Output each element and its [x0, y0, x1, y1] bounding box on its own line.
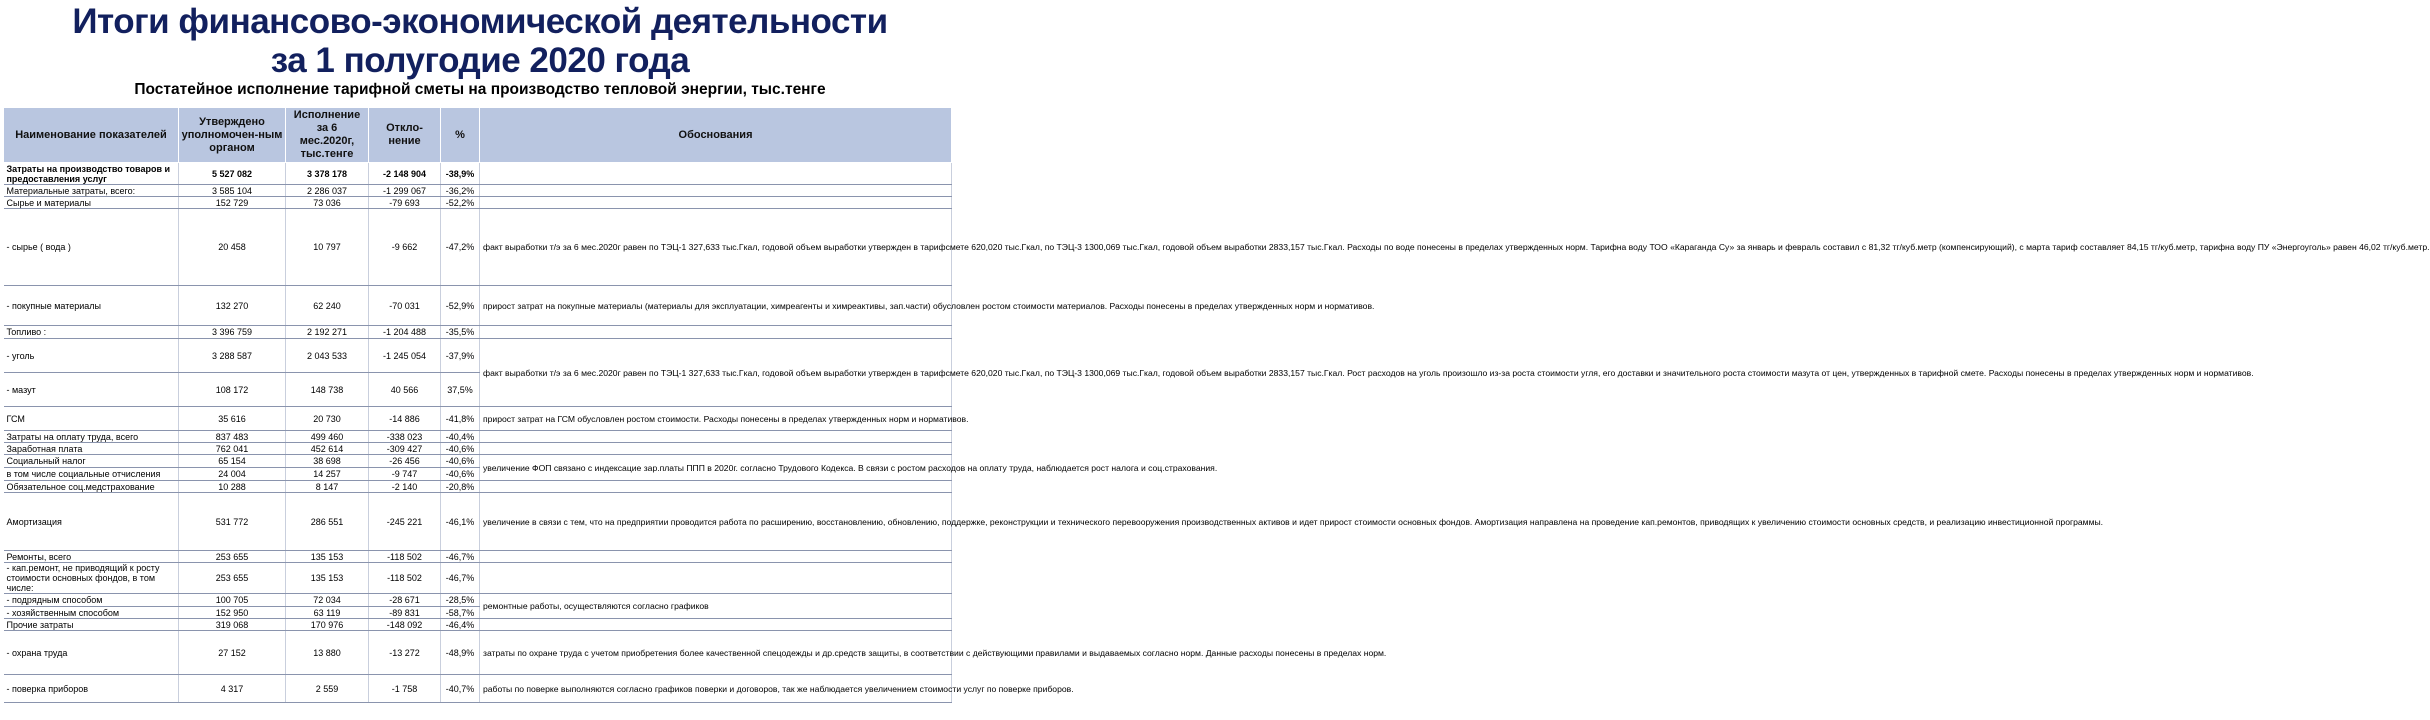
row-name: Топливо : — [4, 326, 179, 339]
row-actual: 38 698 — [286, 455, 369, 468]
row-actual: 63 119 — [286, 607, 369, 619]
header-deviation: Откло-нение — [369, 108, 441, 163]
row-name: - уголь — [4, 339, 179, 373]
row-reason: факт выработки т/э за 6 мес.2020г равен по ТЭЦ-1 327,633 тыс.Гкал, годовой объем выработки утвержден в тарифсмете 620,020 тыс.Гкал, по ТЭЦ-3 1300,069 тыс.Гкал, годовой объем выработки 2833,157 тыс.Гкал. Расходы по воде понесены в пределах утвержденных норм. Тарифна воду ТОО «Караганда Су» за январь и февраль составил с 81,32 тг/куб.метр (компенсирующий), с марта тариф составляет 84,15 тг/куб.метр, тарифна воду ПУ «Энергоуголь» равен 46,02 тг/куб.метр. — [480, 209, 952, 286]
table-row — [4, 185, 952, 197]
row-actual: 499 460 — [286, 431, 369, 443]
row-approved: 3 585 104 — [179, 185, 286, 197]
row-percent: -40,6% — [441, 443, 480, 455]
row-actual: 8 147 — [286, 481, 369, 493]
header-actual: Исполнение за 6 мес.2020г, тыс.тенге — [286, 108, 369, 163]
row-approved: 4 317 — [179, 675, 286, 703]
row-deviation: -245 221 — [369, 493, 441, 551]
table-row — [4, 493, 952, 551]
table-row — [4, 631, 952, 675]
table-row — [4, 455, 952, 468]
row-name: Прочие затраты — [4, 619, 179, 631]
row-deviation: -148 092 — [369, 619, 441, 631]
row-reason — [480, 431, 952, 443]
row-deviation: -9 662 — [369, 209, 441, 286]
row-percent: -46,7% — [441, 563, 480, 594]
row-percent: -35,5% — [441, 326, 480, 339]
row-deviation: -2 140 — [369, 481, 441, 493]
header-approved: Утверждено уполномочен-ным органом — [179, 108, 286, 163]
row-actual: 10 797 — [286, 209, 369, 286]
row-name: Социальный налог — [4, 455, 179, 468]
tariff-estimate-table — [3, 107, 2430, 703]
row-approved: 100 705 — [179, 594, 286, 607]
row-approved: 762 041 — [179, 443, 286, 455]
row-percent: -46,7% — [441, 551, 480, 563]
table-row — [4, 551, 952, 563]
row-actual: 452 614 — [286, 443, 369, 455]
row-deviation: -13 272 — [369, 631, 441, 675]
table-row — [4, 339, 952, 373]
row-percent: -36,2% — [441, 185, 480, 197]
row-name: - мазут — [4, 373, 179, 407]
row-actual: 170 976 — [286, 619, 369, 631]
row-actual: 2 559 — [286, 675, 369, 703]
page-title — [0, 2, 960, 80]
row-actual: 135 153 — [286, 563, 369, 594]
row-name: Заработная плата — [4, 443, 179, 455]
row-deviation: -70 031 — [369, 286, 441, 326]
row-percent: -58,7% — [441, 607, 480, 619]
row-reason: факт выработки т/э за 6 мес.2020г равен по ТЭЦ-1 327,633 тыс.Гкал, годовой объем выработки утвержден в тарифсмете 620,020 тыс.Гкал, по ТЭЦ-3 1300,069 тыс.Гкал, годовой объем выработки 2833,157 тыс.Гкал. Рост расходов на уголь произошло из-за роста стоимости угля, его доставки и значительного роста стоимости мазута от цен, утвержденных в тарифной смете. Расходы понесены в пределах утвержденных норм и нормативов. — [480, 339, 952, 407]
row-name: - охрана труда — [4, 631, 179, 675]
row-deviation: -26 456 — [369, 455, 441, 468]
row-name: Материальные затраты, всего: — [4, 185, 179, 197]
row-approved: 108 172 — [179, 373, 286, 407]
row-name: Затраты на оплату труда, всего — [4, 431, 179, 443]
row-approved: 24 004 — [179, 468, 286, 481]
table-row — [4, 619, 952, 631]
row-actual: 72 034 — [286, 594, 369, 607]
row-approved: 65 154 — [179, 455, 286, 468]
row-reason — [480, 163, 952, 185]
row-deviation: -1 204 488 — [369, 326, 441, 339]
row-actual: 20 730 — [286, 407, 369, 431]
row-name: Амортизация — [4, 493, 179, 551]
row-actual: 13 880 — [286, 631, 369, 675]
row-actual: 2 192 271 — [286, 326, 369, 339]
row-name: Ремонты, всего — [4, 551, 179, 563]
row-reason — [480, 619, 952, 631]
row-approved: 10 288 — [179, 481, 286, 493]
row-actual: 286 551 — [286, 493, 369, 551]
table-row — [4, 481, 952, 493]
row-actual: 62 240 — [286, 286, 369, 326]
row-deviation: -118 502 — [369, 551, 441, 563]
row-approved: 152 950 — [179, 607, 286, 619]
row-reason: увеличение ФОП связано с индексацие зар.платы ППП в 2020г. согласно Трудового Кодекса. В связи с ростом расходов на оплату труда, наблюдается рост налога и соц.страхования. — [480, 455, 952, 481]
table-row — [4, 197, 952, 209]
row-percent: -40,6% — [441, 468, 480, 481]
row-deviation: -1 758 — [369, 675, 441, 703]
row-approved: 531 772 — [179, 493, 286, 551]
header-percent: % — [441, 108, 480, 163]
table-row — [4, 431, 952, 443]
row-approved: 132 270 — [179, 286, 286, 326]
row-reason: затраты по охране труда с учетом приобретения более качественной спецодежды и др.средств защиты, в соответствии с действующими правилами и выдаваемых согласно норм. Данные расходы понесены в пределах норм. — [480, 631, 952, 675]
row-approved: 253 655 — [179, 563, 286, 594]
row-percent: -20,8% — [441, 481, 480, 493]
row-reason: работы по поверке выполняются согласно графиков поверки и договоров, так же наблюдается увеличением стоимости услуг по поверке приборов. — [480, 675, 952, 703]
row-actual: 3 378 178 — [286, 163, 369, 185]
row-name: - хозяйственным способом — [4, 607, 179, 619]
row-approved: 3 396 759 — [179, 326, 286, 339]
row-name: - покупные материалы — [4, 286, 179, 326]
row-approved: 837 483 — [179, 431, 286, 443]
row-reason: прирост затрат на покупные материалы (материалы для эксплуатации, химреагенты и химреактивы, зап.части) обусловлен ростом стоимости материалов. Расходы понесены в пределах утвержденных норм и нормативов. — [480, 286, 952, 326]
page-subtitle: Постатейное исполнение тарифной сметы на производство тепловой энергии, тыс.тенге — [134, 81, 826, 98]
row-reason — [480, 563, 952, 594]
row-approved: 152 729 — [179, 197, 286, 209]
row-name: ГСМ — [4, 407, 179, 431]
row-deviation: 40 566 — [369, 373, 441, 407]
table-row — [4, 286, 952, 326]
row-approved: 35 616 — [179, 407, 286, 431]
row-actual: 14 257 — [286, 468, 369, 481]
row-actual: 2 043 533 — [286, 339, 369, 373]
table-row — [4, 407, 952, 431]
row-deviation: -309 427 — [369, 443, 441, 455]
table-row — [4, 209, 952, 286]
row-percent: 37,5% — [441, 373, 480, 407]
row-deviation: -2 148 904 — [369, 163, 441, 185]
row-approved: 5 527 082 — [179, 163, 286, 185]
row-percent: -48,9% — [441, 631, 480, 675]
table-row — [4, 443, 952, 455]
row-approved: 253 655 — [179, 551, 286, 563]
row-approved: 319 068 — [179, 619, 286, 631]
row-percent: -40,4% — [441, 431, 480, 443]
row-approved: 3 288 587 — [179, 339, 286, 373]
table-header-row — [4, 108, 952, 163]
row-name: - кап.ремонт, не приводящий к росту стоимости основных фондов, в том числе: — [4, 563, 179, 594]
row-reason — [480, 481, 952, 493]
row-percent: -46,1% — [441, 493, 480, 551]
row-percent: -52,2% — [441, 197, 480, 209]
row-reason — [480, 185, 952, 197]
row-deviation: -9 747 — [369, 468, 441, 481]
row-percent: -38,9% — [441, 163, 480, 185]
row-name: в том числе социальные отчисления — [4, 468, 179, 481]
title-line-1: Итоги финансово-экономической деятельности — [72, 2, 888, 41]
row-name: - подрядным способом — [4, 594, 179, 607]
row-reason — [480, 551, 952, 563]
row-deviation: -79 693 — [369, 197, 441, 209]
row-name: - поверка приборов — [4, 675, 179, 703]
row-actual: 73 036 — [286, 197, 369, 209]
row-deviation: -1 299 067 — [369, 185, 441, 197]
row-actual: 148 738 — [286, 373, 369, 407]
table-row — [4, 563, 952, 594]
row-reason — [480, 326, 952, 339]
row-approved: 20 458 — [179, 209, 286, 286]
row-percent: -40,6% — [441, 455, 480, 468]
row-name: Обязательное соц.медстрахование — [4, 481, 179, 493]
table-row — [4, 594, 952, 607]
table-row — [4, 675, 952, 703]
title-line-2: за 1 полугодие 2020 года — [270, 41, 690, 80]
table-row — [4, 326, 952, 339]
row-actual: 135 153 — [286, 551, 369, 563]
row-actual: 2 286 037 — [286, 185, 369, 197]
row-percent: -47,2% — [441, 209, 480, 286]
row-name: - сырье ( вода ) — [4, 209, 179, 286]
row-percent: -28,5% — [441, 594, 480, 607]
row-deviation: -1 245 054 — [369, 339, 441, 373]
header-reason: Обоснования — [480, 108, 952, 163]
row-percent: -41,8% — [441, 407, 480, 431]
row-percent: -37,9% — [441, 339, 480, 373]
row-deviation: -89 831 — [369, 607, 441, 619]
row-deviation: -28 671 — [369, 594, 441, 607]
row-reason: увеличение в связи с тем, что на предприятии проводится работа по расширению, восстановлению, обновлению, поддержке, реконструкции и технического перевооружения производственных активов и идет прирост стоимости основных фондов. Амортизация направлена на проведение кап.ремонтов, приводящих к увеличению стоимости основных средств, и реализацию инвестиционной программы. — [480, 493, 952, 551]
row-deviation: -14 886 — [369, 407, 441, 431]
row-deviation: -118 502 — [369, 563, 441, 594]
row-percent: -46,4% — [441, 619, 480, 631]
row-name: Затраты на производство товаров и предоставления услуг — [4, 163, 179, 185]
row-deviation: -338 023 — [369, 431, 441, 443]
row-percent: -52,9% — [441, 286, 480, 326]
table-row-total-costs — [4, 163, 952, 185]
row-reason: прирост затрат на ГСМ обусловлен ростом стоимости. Расходы понесены в пределах утвержденных норм и нормативов. — [480, 407, 952, 431]
row-reason — [480, 443, 952, 455]
header-name: Наименование показателей — [4, 108, 179, 163]
row-reason: ремонтные работы, осуществляются согласно графиков — [480, 594, 952, 619]
row-approved: 27 152 — [179, 631, 286, 675]
row-name: Сырье и материалы — [4, 197, 179, 209]
row-reason — [480, 197, 952, 209]
row-percent: -40,7% — [441, 675, 480, 703]
